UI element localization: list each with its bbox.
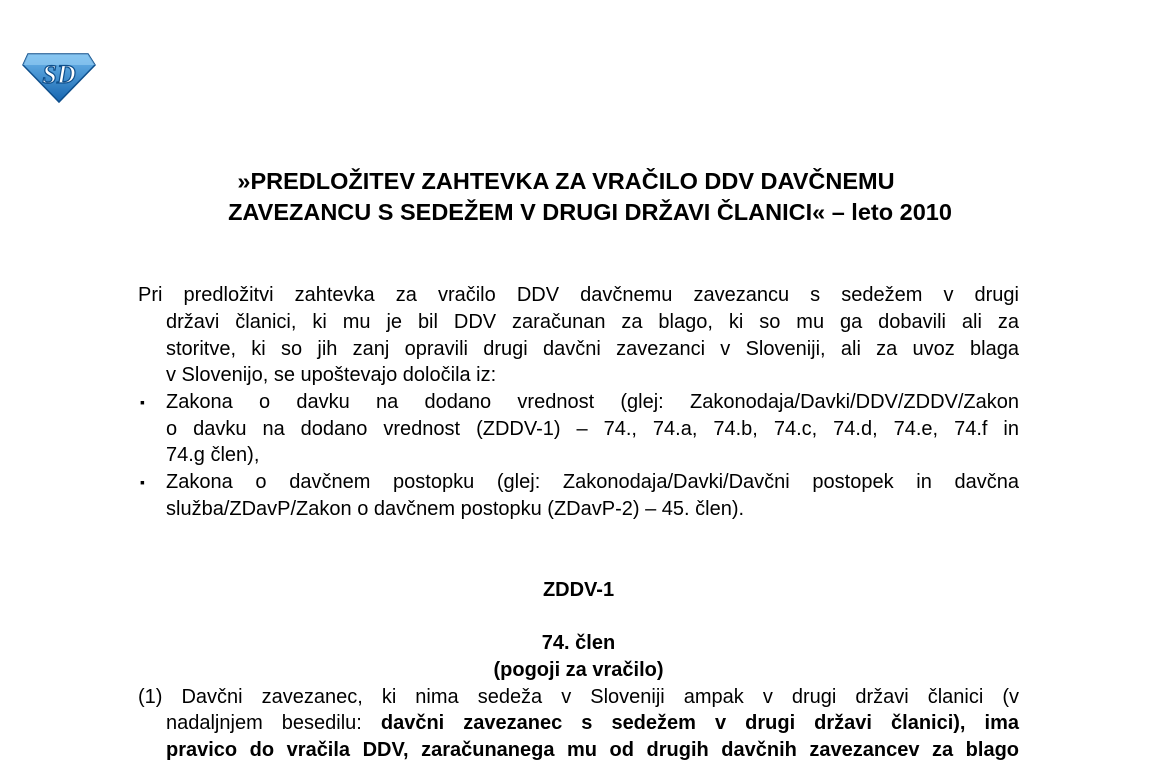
law-heading: ZDDV-1	[542, 579, 615, 601]
intro-line: Pri predložitvi zahtevka za vračilo DDV davčnemu zavezancu s sedežem v drugi	[138, 284, 1019, 306]
intro-line: storitve, ki so jih zanj opravili drugi davčni zavezanci v Sloveniji, ali za uvoz blaga	[166, 338, 1019, 360]
title-line-1: »PREDLOŽITEV ZAHTEVKA ZA VRAČILO DDV DAVČNEMU	[237, 168, 895, 194]
article-subtitle: (pogoji za vračilo)	[493, 659, 664, 681]
title-line-2: ZAVEZANCU S SEDEŽEM V DRUGI DRŽAVI ČLANICI« – leto 2010	[228, 199, 952, 225]
paragraph-line: (1) Davčni zavezanec, ki nima sedeža v Sloveniji ampak v drugi državi članici (v	[138, 686, 1019, 708]
paragraph-bold-text: davčni zavezanec s sedežem v drugi državi članici), ima	[380, 712, 1019, 734]
list-item-line: služba/ZDavP/Zakon o davčnem postopku (ZDavP-2) – 45. člen).	[166, 498, 745, 520]
intro-line: državi članici, ki mu je bil DDV zaračunan za blago, ki so mu ga dobavili ali za	[166, 311, 1019, 333]
list-item-line: o davku na dodano vrednost (ZDDV-1) – 74., 74.a, 74.b, 74.c, 74.d, 74.e, 74.f in	[166, 418, 1019, 440]
bullet-marker: ▪	[140, 394, 145, 410]
paragraph-line: pravico do vračila DDV, zaračunanega mu od drugih davčnih zavezancev za blago	[166, 739, 1019, 761]
svg-text:SD: SD	[42, 60, 76, 89]
bullet-marker: ▪	[140, 474, 145, 490]
list-item-line: Zakona o davku na dodano vrednost (glej: Zakonodaja/Davki/DDV/ZDDV/Zakon	[166, 391, 1019, 413]
article-heading: 74. člen	[541, 632, 616, 654]
paragraph-text: nadaljnjem besedilu:	[166, 712, 381, 734]
list-item-line: 74.g člen),	[166, 444, 260, 466]
intro-line: v Slovenijo, se upoštevajo določila iz:	[166, 364, 497, 386]
document-title	[100, 166, 1080, 228]
paragraph-line	[166, 710, 1019, 737]
sd-logo-icon	[22, 48, 96, 104]
list-item-line: Zakona o davčnem postopku (glej: Zakonodaja/Davki/Davčni postopek in davčna	[166, 471, 1019, 493]
